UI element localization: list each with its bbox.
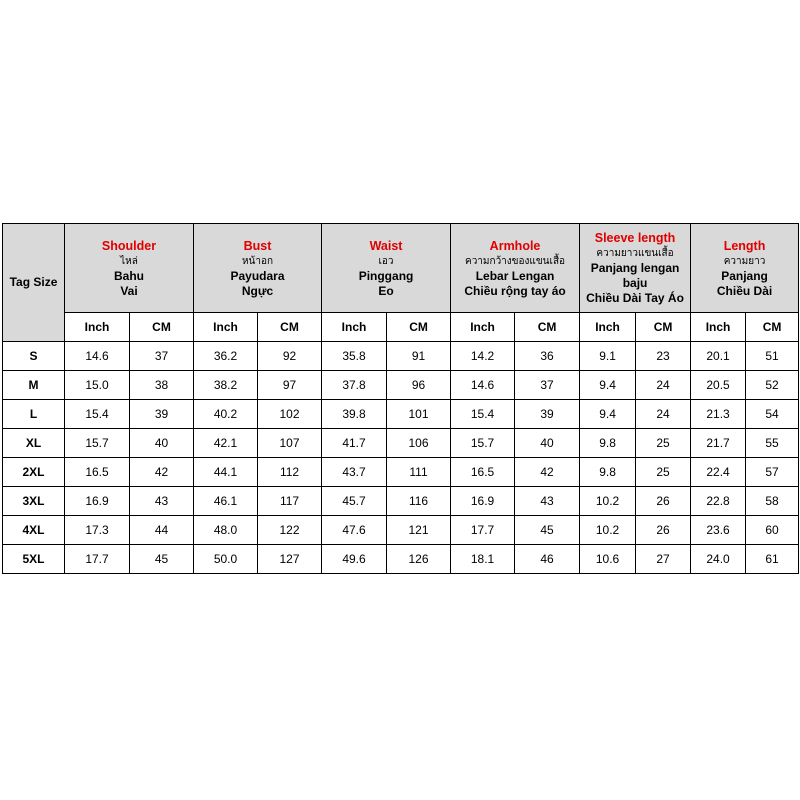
bust-thai: หน้าอก xyxy=(241,255,274,267)
inch-value-cell: 9.8 xyxy=(580,429,636,458)
cm-value-cell: 44 xyxy=(130,516,194,545)
inch-value-cell: 14.6 xyxy=(451,371,515,400)
cm-value-cell: 55 xyxy=(746,429,799,458)
shoulder-thai: ไหล่ xyxy=(120,255,138,267)
inch-value-cell: 47.6 xyxy=(322,516,387,545)
cm-value-cell: 37 xyxy=(515,371,580,400)
cm-value-cell: 102 xyxy=(258,400,322,429)
inch-value-cell: 16.9 xyxy=(65,487,130,516)
cm-value-cell: 57 xyxy=(746,458,799,487)
inch-value-cell: 21.3 xyxy=(691,400,746,429)
cm-value-cell: 45 xyxy=(515,516,580,545)
inch-value-cell: 39.8 xyxy=(322,400,387,429)
inch-value-cell: 21.7 xyxy=(691,429,746,458)
size-table-body xyxy=(3,342,799,574)
cm-value-cell: 51 xyxy=(746,342,799,371)
cm-value-cell: 26 xyxy=(636,516,691,545)
cm-value-cell: 121 xyxy=(387,516,451,545)
unit-inch-header: Inch xyxy=(65,313,130,342)
unit-header-row xyxy=(3,313,799,342)
inch-value-cell: 17.3 xyxy=(65,516,130,545)
armhole-malay: Lebar Lengan xyxy=(475,268,555,283)
length-thai: ความยาว xyxy=(723,255,766,267)
bust-title: Bust xyxy=(243,238,272,253)
inch-value-cell: 43.7 xyxy=(322,458,387,487)
inch-value-cell: 15.0 xyxy=(65,371,130,400)
unit-inch-header: Inch xyxy=(451,313,515,342)
inch-value-cell: 10.2 xyxy=(580,516,636,545)
cm-value-cell: 106 xyxy=(387,429,451,458)
inch-value-cell: 18.1 xyxy=(451,545,515,574)
inch-value-cell: 9.8 xyxy=(580,458,636,487)
table-row xyxy=(3,342,799,371)
size-label-cell: 5XL xyxy=(3,545,65,574)
inch-value-cell: 50.0 xyxy=(194,545,258,574)
inch-value-cell: 16.5 xyxy=(65,458,130,487)
inch-value-cell: 46.1 xyxy=(194,487,258,516)
cm-value-cell: 38 xyxy=(130,371,194,400)
unit-inch-header: Inch xyxy=(322,313,387,342)
shoulder-title: Shoulder xyxy=(101,238,157,253)
cm-value-cell: 25 xyxy=(636,429,691,458)
table-row xyxy=(3,545,799,574)
inch-value-cell: 17.7 xyxy=(65,545,130,574)
cm-value-cell: 45 xyxy=(130,545,194,574)
inch-value-cell: 9.4 xyxy=(580,371,636,400)
cm-value-cell: 101 xyxy=(387,400,451,429)
unit-cm-header: CM xyxy=(746,313,799,342)
cm-value-cell: 111 xyxy=(387,458,451,487)
table-row xyxy=(3,487,799,516)
inch-value-cell: 22.8 xyxy=(691,487,746,516)
table-row xyxy=(3,429,799,458)
shoulder-header xyxy=(65,224,194,313)
cm-value-cell: 116 xyxy=(387,487,451,516)
inch-value-cell: 45.7 xyxy=(322,487,387,516)
bust-header xyxy=(194,224,322,313)
sleeve-length-header xyxy=(580,224,691,313)
waist-thai: เอว xyxy=(378,255,394,267)
inch-value-cell: 14.2 xyxy=(451,342,515,371)
cm-value-cell: 36 xyxy=(515,342,580,371)
inch-value-cell: 49.6 xyxy=(322,545,387,574)
unit-inch-header: Inch xyxy=(691,313,746,342)
inch-value-cell: 16.5 xyxy=(451,458,515,487)
size-label-cell: L xyxy=(3,400,65,429)
shoulder-malay: Bahu xyxy=(114,268,144,283)
cm-value-cell: 37 xyxy=(130,342,194,371)
inch-value-cell: 35.8 xyxy=(322,342,387,371)
cm-value-cell: 92 xyxy=(258,342,322,371)
tag-size-header: Tag Size xyxy=(3,224,65,342)
unit-cm-header: CM xyxy=(387,313,451,342)
cm-value-cell: 97 xyxy=(258,371,322,400)
unit-cm-header: CM xyxy=(130,313,194,342)
cm-value-cell: 91 xyxy=(387,342,451,371)
cm-value-cell: 40 xyxy=(515,429,580,458)
size-label-cell: S xyxy=(3,342,65,371)
table-row xyxy=(3,371,799,400)
cm-value-cell: 112 xyxy=(258,458,322,487)
cm-value-cell: 107 xyxy=(258,429,322,458)
cm-value-cell: 24 xyxy=(636,400,691,429)
inch-value-cell: 22.4 xyxy=(691,458,746,487)
size-label-cell: 4XL xyxy=(3,516,65,545)
cm-value-cell: 61 xyxy=(746,545,799,574)
unit-cm-header: CM xyxy=(636,313,691,342)
size-label-cell: XL xyxy=(3,429,65,458)
cm-value-cell: 42 xyxy=(515,458,580,487)
group-header-row xyxy=(3,224,799,313)
length-viet: Chiều Dài xyxy=(716,283,773,298)
cm-value-cell: 42 xyxy=(130,458,194,487)
size-chart xyxy=(2,223,798,574)
inch-value-cell: 16.9 xyxy=(451,487,515,516)
cm-value-cell: 43 xyxy=(515,487,580,516)
inch-value-cell: 44.1 xyxy=(194,458,258,487)
length-title: Length xyxy=(723,238,766,253)
inch-value-cell: 9.4 xyxy=(580,400,636,429)
inch-value-cell: 10.2 xyxy=(580,487,636,516)
waist-malay: Pinggang xyxy=(358,268,414,283)
cm-value-cell: 27 xyxy=(636,545,691,574)
cm-value-cell: 122 xyxy=(258,516,322,545)
inch-value-cell: 15.7 xyxy=(65,429,130,458)
inch-value-cell: 10.6 xyxy=(580,545,636,574)
cm-value-cell: 23 xyxy=(636,342,691,371)
cm-value-cell: 26 xyxy=(636,487,691,516)
inch-value-cell: 15.4 xyxy=(451,400,515,429)
inch-value-cell: 15.7 xyxy=(451,429,515,458)
unit-inch-header: Inch xyxy=(580,313,636,342)
sleeve-length-malay: Panjang lengan baju xyxy=(590,261,680,290)
cm-value-cell: 39 xyxy=(515,400,580,429)
inch-value-cell: 23.6 xyxy=(691,516,746,545)
cm-value-cell: 54 xyxy=(746,400,799,429)
table-row xyxy=(3,516,799,545)
inch-value-cell: 24.0 xyxy=(691,545,746,574)
inch-value-cell: 40.2 xyxy=(194,400,258,429)
cm-value-cell: 52 xyxy=(746,371,799,400)
cm-value-cell: 25 xyxy=(636,458,691,487)
size-label-cell: 3XL xyxy=(3,487,65,516)
cm-value-cell: 24 xyxy=(636,371,691,400)
sleeve-length-thai: ความยาวแขนเสื้อ xyxy=(596,248,674,259)
inch-value-cell: 20.5 xyxy=(691,371,746,400)
unit-cm-header: CM xyxy=(515,313,580,342)
cm-value-cell: 117 xyxy=(258,487,322,516)
cm-value-cell: 127 xyxy=(258,545,322,574)
armhole-title: Armhole xyxy=(489,238,541,253)
cm-value-cell: 39 xyxy=(130,400,194,429)
unit-inch-header: Inch xyxy=(194,313,258,342)
length-malay: Panjang xyxy=(721,268,768,283)
inch-value-cell: 20.1 xyxy=(691,342,746,371)
cm-value-cell: 40 xyxy=(130,429,194,458)
shoulder-viet: Vai xyxy=(120,283,138,298)
inch-value-cell: 15.4 xyxy=(65,400,130,429)
table-row xyxy=(3,400,799,429)
sleeve-length-viet: Chiều Dài Tay Áo xyxy=(586,291,684,305)
bust-viet: Ngực xyxy=(241,283,274,298)
inch-value-cell: 38.2 xyxy=(194,371,258,400)
waist-viet: Eo xyxy=(378,283,394,298)
armhole-header xyxy=(451,224,580,313)
armhole-viet: Chiều rộng tay áo xyxy=(464,283,566,298)
sleeve-length-title: Sleeve length xyxy=(594,231,676,245)
cm-value-cell: 58 xyxy=(746,487,799,516)
unit-cm-header: CM xyxy=(258,313,322,342)
cm-value-cell: 126 xyxy=(387,545,451,574)
cm-value-cell: 96 xyxy=(387,371,451,400)
inch-value-cell: 14.6 xyxy=(65,342,130,371)
bust-malay: Payudara xyxy=(230,268,285,283)
inch-value-cell: 48.0 xyxy=(194,516,258,545)
inch-value-cell: 41.7 xyxy=(322,429,387,458)
armhole-thai: ความกว้างของแขนเสื้อ xyxy=(465,255,566,267)
inch-value-cell: 17.7 xyxy=(451,516,515,545)
cm-value-cell: 46 xyxy=(515,545,580,574)
inch-value-cell: 36.2 xyxy=(194,342,258,371)
inch-value-cell: 42.1 xyxy=(194,429,258,458)
inch-value-cell: 9.1 xyxy=(580,342,636,371)
size-table xyxy=(2,223,799,574)
length-header xyxy=(691,224,799,313)
size-label-cell: M xyxy=(3,371,65,400)
cm-value-cell: 43 xyxy=(130,487,194,516)
cm-value-cell: 60 xyxy=(746,516,799,545)
inch-value-cell: 37.8 xyxy=(322,371,387,400)
waist-header xyxy=(322,224,451,313)
size-label-cell: 2XL xyxy=(3,458,65,487)
waist-title: Waist xyxy=(369,238,403,253)
table-row xyxy=(3,458,799,487)
